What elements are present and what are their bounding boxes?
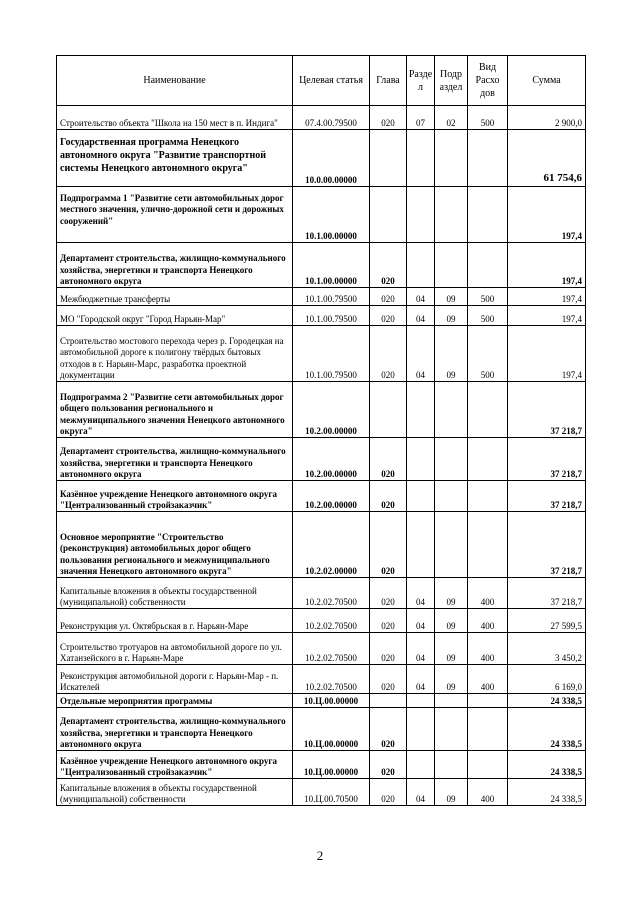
header-subsection: Подр аздел	[435, 56, 468, 106]
row-subsection	[435, 481, 468, 512]
row-expense-type	[468, 708, 508, 751]
row-expense-type: 500	[468, 326, 508, 382]
row-section	[407, 438, 435, 481]
row-chapter	[370, 187, 407, 243]
row-sum: 197,4	[508, 187, 586, 243]
row-target: 10.Ц.00.00000	[293, 751, 370, 779]
row-subsection: 09	[435, 633, 468, 665]
row-chapter: 020	[370, 633, 407, 665]
row-name: Основное мероприятие "Строительство (реконструкция) автомобильных дорог общего пользования регионального и межмуниципального значения Ненецкого автономного округа"	[57, 512, 293, 578]
table-row	[57, 578, 586, 609]
row-expense-type: 400	[468, 578, 508, 609]
row-section: 04	[407, 779, 435, 806]
row-chapter: 020	[370, 326, 407, 382]
row-expense-type	[468, 694, 508, 708]
row-name: Департамент строительства, жилищно-коммунального хозяйства, энергетики и транспорта Ненецкого автономного округа	[57, 438, 293, 481]
header-chapter: Глава	[370, 56, 407, 106]
row-name: Государственная программа Ненецкого автономного округа "Развитие транспортной системы Ненецкого автономного округа"	[57, 130, 293, 187]
row-expense-type: 500	[468, 306, 508, 326]
row-target: 10.1.00.79500	[293, 326, 370, 382]
row-expense-type	[468, 751, 508, 779]
row-section: 04	[407, 665, 435, 694]
header-sum: Сумма	[508, 56, 586, 106]
row-section	[407, 708, 435, 751]
row-section: 04	[407, 288, 435, 306]
row-section: 04	[407, 609, 435, 633]
row-sum: 24 338,5	[508, 694, 586, 708]
row-chapter: 020	[370, 779, 407, 806]
row-expense-type: 400	[468, 665, 508, 694]
table-row	[57, 708, 586, 751]
table-row	[57, 779, 586, 806]
row-name: Казённое учреждение Ненецкого автономного округа "Централизованный стройзаказчик"	[57, 751, 293, 779]
row-target: 10.1.00.00000	[293, 243, 370, 288]
row-section: 07	[407, 106, 435, 130]
row-subsection	[435, 708, 468, 751]
table-row	[57, 609, 586, 633]
row-expense-type	[468, 512, 508, 578]
row-name: Казённое учреждение Ненецкого автономного округа "Централизованный стройзаказчик"	[57, 481, 293, 512]
row-section	[407, 187, 435, 243]
row-chapter: 020	[370, 243, 407, 288]
table-header-row	[57, 56, 586, 106]
table-row	[57, 187, 586, 243]
row-subsection	[435, 438, 468, 481]
row-target: 10.1.00.00000	[293, 187, 370, 243]
header-section: Разде л	[407, 56, 435, 106]
table-row	[57, 326, 586, 382]
row-target: 10.0.00.00000	[293, 130, 370, 187]
row-chapter: 020	[370, 481, 407, 512]
row-sum: 24 338,5	[508, 751, 586, 779]
row-target: 10.2.02.70500	[293, 665, 370, 694]
row-section: 04	[407, 633, 435, 665]
row-name: Департамент строительства, жилищно-коммунального хозяйства, энергетики и транспорта Ненецкого автономного округа	[57, 708, 293, 751]
row-sum: 24 338,5	[508, 779, 586, 806]
row-subsection: 02	[435, 106, 468, 130]
header-expense-type: Вид Расхо дов	[468, 56, 508, 106]
row-section	[407, 382, 435, 438]
row-target: 10.2.02.00000	[293, 512, 370, 578]
row-name: Отдельные мероприятия программы	[57, 694, 293, 708]
row-sum: 3 450,2	[508, 633, 586, 665]
row-chapter	[370, 130, 407, 187]
row-chapter	[370, 382, 407, 438]
row-subsection	[435, 751, 468, 779]
row-expense-type: 400	[468, 779, 508, 806]
row-sum: 37 218,7	[508, 481, 586, 512]
row-sum: 24 338,5	[508, 708, 586, 751]
table-row	[57, 512, 586, 578]
row-name: Капитальные вложения в объекты государственной (муниципальной) собственности	[57, 779, 293, 806]
row-subsection	[435, 243, 468, 288]
row-sum: 6 169,0	[508, 665, 586, 694]
table-row	[57, 751, 586, 779]
row-name: МО "Городской округ "Город Нарьян-Мар"	[57, 306, 293, 326]
row-name: Строительство объекта "Школа на 150 мест в п. Индига"	[57, 106, 293, 130]
row-name: Подпрограмма 1 "Развитие сети автомобильных дорог местного значения, улично-дорожной сети и дорожных сооружений"	[57, 187, 293, 243]
row-section: 04	[407, 326, 435, 382]
row-section: 04	[407, 578, 435, 609]
row-chapter: 020	[370, 438, 407, 481]
row-target: 10.Ц.00.70500	[293, 779, 370, 806]
row-name: Строительство тротуаров на автомобильной дороге по ул. Хатанзейского в г. Нарьян-Маре	[57, 633, 293, 665]
row-target: 10.2.02.70500	[293, 609, 370, 633]
row-expense-type	[468, 382, 508, 438]
row-sum: 37 218,7	[508, 512, 586, 578]
row-chapter: 020	[370, 609, 407, 633]
row-section	[407, 481, 435, 512]
row-expense-type: 400	[468, 609, 508, 633]
table-row	[57, 438, 586, 481]
row-subsection: 09	[435, 578, 468, 609]
row-subsection: 09	[435, 288, 468, 306]
row-subsection: 09	[435, 609, 468, 633]
row-sum: 197,4	[508, 288, 586, 306]
row-name: Департамент строительства, жилищно-коммунального хозяйства, энергетики и транспорта Ненецкого автономного округа	[57, 243, 293, 288]
row-sum: 2 900,0	[508, 106, 586, 130]
table-row	[57, 288, 586, 306]
table-row	[57, 106, 586, 130]
row-chapter: 020	[370, 751, 407, 779]
row-sum: 37 218,7	[508, 578, 586, 609]
row-sum: 197,4	[508, 306, 586, 326]
table-row	[57, 382, 586, 438]
row-target: 10.2.00.00000	[293, 438, 370, 481]
row-chapter: 020	[370, 306, 407, 326]
row-name: Реконструкция автомобильной дороги г. Нарьян-Мар - п. Искателей	[57, 665, 293, 694]
row-expense-type	[468, 187, 508, 243]
row-chapter: 020	[370, 106, 407, 130]
row-chapter: 020	[370, 288, 407, 306]
row-expense-type: 400	[468, 633, 508, 665]
row-expense-type	[468, 438, 508, 481]
row-sum: 197,4	[508, 326, 586, 382]
row-target: 10.2.00.00000	[293, 382, 370, 438]
row-sum: 197,4	[508, 243, 586, 288]
row-sum: 27 599,5	[508, 609, 586, 633]
row-expense-type	[468, 243, 508, 288]
table-row	[57, 130, 586, 187]
row-subsection	[435, 694, 468, 708]
budget-table	[56, 55, 586, 806]
row-name: Межбюджетные трансферты	[57, 288, 293, 306]
row-section: 04	[407, 306, 435, 326]
table-row	[57, 665, 586, 694]
row-chapter: 020	[370, 512, 407, 578]
row-target: 10.2.00.00000	[293, 481, 370, 512]
row-expense-type: 500	[468, 106, 508, 130]
row-chapter: 020	[370, 708, 407, 751]
row-subsection	[435, 382, 468, 438]
row-chapter	[370, 694, 407, 708]
row-name: Реконструкция ул. Октябрьская в г. Нарьян-Маре	[57, 609, 293, 633]
page-number: 2	[316, 848, 324, 863]
table-row	[57, 633, 586, 665]
row-subsection	[435, 130, 468, 187]
row-sum: 37 218,7	[508, 438, 586, 481]
row-section	[407, 512, 435, 578]
row-section	[407, 694, 435, 708]
row-target: 10.1.00.79500	[293, 288, 370, 306]
row-name: Строительство мостового перехода через р. Городецкая на автомобильной дороге к полигону твёрдых бытовых отходов в г. Нарьян-Марс, разработка проектной документации	[57, 326, 293, 382]
row-expense-type: 500	[468, 288, 508, 306]
header-name: Наименование	[57, 56, 293, 106]
header-target: Целевая статья	[293, 56, 370, 106]
row-target: 10.1.00.79500	[293, 306, 370, 326]
table-row	[57, 306, 586, 326]
row-target: 10.2.02.70500	[293, 633, 370, 665]
row-chapter: 020	[370, 578, 407, 609]
row-section	[407, 130, 435, 187]
row-section	[407, 243, 435, 288]
row-target: 10.Ц.00.00000	[293, 708, 370, 751]
row-section	[407, 751, 435, 779]
row-sum: 37 218,7	[508, 382, 586, 438]
row-name: Подпрограмма 2 "Развитие сети автомобильных дорог общего пользования регионального и межмуниципального значения Ненецкого автономного округа"	[57, 382, 293, 438]
row-subsection: 09	[435, 779, 468, 806]
table-row	[57, 694, 586, 708]
table-row	[57, 243, 586, 288]
row-subsection: 09	[435, 665, 468, 694]
row-expense-type	[468, 481, 508, 512]
row-target: 10.Ц.00.00000	[293, 694, 370, 708]
table-row	[57, 481, 586, 512]
row-sum: 61 754,6	[508, 130, 586, 187]
row-subsection	[435, 512, 468, 578]
row-subsection	[435, 187, 468, 243]
row-name: Капитальные вложения в объекты государственной (муниципальной) собственности	[57, 578, 293, 609]
row-expense-type	[468, 130, 508, 187]
row-target: 10.2.02.70500	[293, 578, 370, 609]
row-target: 07.4.00.79500	[293, 106, 370, 130]
row-subsection: 09	[435, 326, 468, 382]
row-subsection: 09	[435, 306, 468, 326]
row-chapter: 020	[370, 665, 407, 694]
